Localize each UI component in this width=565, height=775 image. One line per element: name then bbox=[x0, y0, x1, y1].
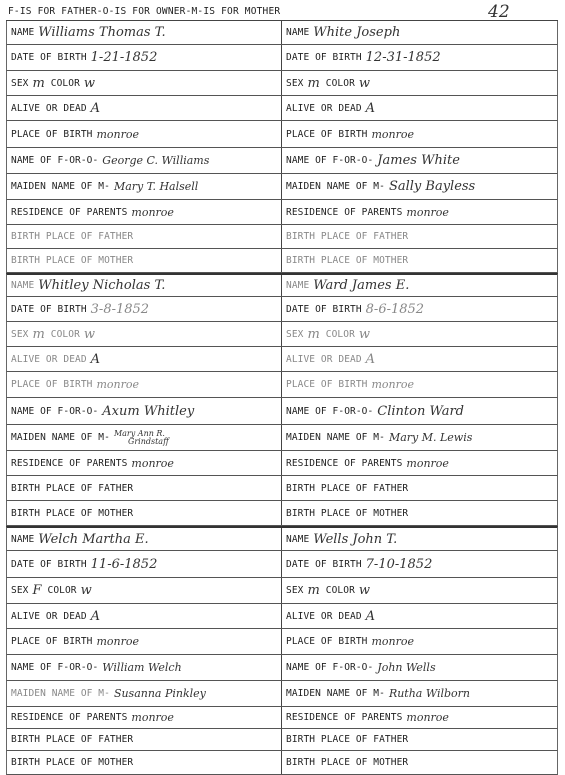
label-maiden: MAIDEN NAME OF M- bbox=[11, 432, 110, 443]
row-name bbox=[6, 21, 558, 45]
label-maiden: MAIDEN NAME OF M- bbox=[286, 432, 385, 443]
record-color: w bbox=[80, 583, 92, 598]
label-sex: SEX bbox=[11, 585, 29, 596]
record-sex: m bbox=[32, 75, 45, 91]
label-alive: ALIVE OR DEAD bbox=[11, 102, 87, 114]
record-name: Williams Thomas T. bbox=[38, 25, 166, 40]
form-header: F-IS FOR FATHER-O-IS FOR OWNER-M-IS FOR MOTHER bbox=[8, 6, 281, 17]
label-color: COLOR bbox=[50, 77, 80, 89]
label-bpm: BIRTH PLACE OF MOTHER bbox=[11, 507, 134, 519]
label-maiden: MAIDEN NAME OF M- bbox=[11, 688, 110, 699]
record-dob: 12-31-1852 bbox=[365, 50, 441, 65]
record-alive: A bbox=[365, 100, 376, 116]
label-bpf: BIRTH PLACE OF FATHER bbox=[286, 231, 409, 242]
label-sex: SEX bbox=[286, 328, 304, 340]
row-residence bbox=[6, 200, 558, 225]
record-dob: 8-6-1852 bbox=[365, 301, 425, 317]
record-color: w bbox=[358, 583, 371, 598]
record-color: w bbox=[358, 75, 371, 91]
record-maiden: Mary T. Halsell bbox=[113, 180, 199, 193]
label-father: NAME OF F-OR-O- bbox=[286, 405, 374, 417]
record-sex: m bbox=[307, 326, 320, 342]
label-alive: ALIVE OR DEAD bbox=[11, 610, 87, 622]
label-father: NAME OF F-OR-O- bbox=[286, 662, 374, 673]
record-color: w bbox=[83, 326, 96, 342]
row-maiden bbox=[6, 174, 558, 200]
row-sex-color bbox=[6, 71, 558, 96]
record-dob: 1-21-1852 bbox=[90, 50, 158, 65]
record-name: Ward James E. bbox=[313, 278, 410, 293]
label-alive: ALIVE OR DEAD bbox=[11, 353, 87, 365]
label-residence: RESIDENCE OF PARENTS bbox=[11, 457, 128, 469]
label-color: COLOR bbox=[50, 328, 80, 340]
birth-register-form bbox=[6, 20, 558, 775]
record-color: w bbox=[83, 75, 96, 91]
label-name: NAME bbox=[286, 280, 310, 291]
label-name: NAME bbox=[11, 280, 35, 291]
label-pob: PLACE OF BIRTH bbox=[286, 636, 368, 647]
label-dob: DATE OF BIRTH bbox=[286, 303, 362, 315]
record-father: William Welch bbox=[102, 661, 182, 674]
label-bpm: BIRTH PLACE OF MOTHER bbox=[11, 757, 134, 768]
record-sex: F bbox=[32, 583, 42, 598]
row-alive bbox=[6, 96, 558, 121]
row-sex-color bbox=[6, 578, 558, 604]
row-dob bbox=[6, 297, 558, 322]
label-color: COLOR bbox=[47, 585, 77, 596]
row-residence bbox=[6, 707, 558, 729]
record-alive: A bbox=[90, 608, 101, 624]
row-father bbox=[6, 148, 558, 174]
label-bpf: BIRTH PLACE OF FATHER bbox=[286, 482, 409, 494]
record-name: White Joseph bbox=[313, 25, 401, 40]
row-pob bbox=[6, 121, 558, 148]
record-pob: monroe bbox=[96, 635, 140, 648]
page-number: 42 bbox=[488, 2, 510, 22]
label-maiden: MAIDEN NAME OF M- bbox=[286, 688, 385, 699]
record-pob: monroe bbox=[96, 127, 140, 141]
record-maiden: Rutha Wilborn bbox=[388, 687, 471, 700]
record-residence: monroe bbox=[406, 711, 449, 724]
label-bpm: BIRTH PLACE OF MOTHER bbox=[286, 255, 409, 266]
record-name: Welch Martha E. bbox=[38, 531, 149, 547]
record-name: Whitley Nicholas T. bbox=[38, 278, 166, 293]
label-residence: RESIDENCE OF PARENTS bbox=[286, 712, 403, 723]
row-bpf bbox=[6, 225, 558, 249]
label-maiden: MAIDEN NAME OF M- bbox=[286, 181, 385, 192]
label-bpf: BIRTH PLACE OF FATHER bbox=[11, 231, 134, 242]
record-dob: 7-10-1852 bbox=[365, 556, 433, 572]
label-color: COLOR bbox=[325, 328, 355, 340]
row-bpm bbox=[6, 751, 558, 775]
row-father bbox=[6, 655, 558, 681]
row-alive bbox=[6, 347, 558, 372]
label-dob: DATE OF BIRTH bbox=[11, 303, 87, 315]
row-bpm bbox=[6, 249, 558, 273]
row-father bbox=[6, 398, 558, 425]
label-pob: PLACE OF BIRTH bbox=[286, 128, 368, 140]
label-bpm: BIRTH PLACE OF MOTHER bbox=[286, 757, 409, 768]
label-pob: PLACE OF BIRTH bbox=[286, 379, 368, 390]
label-father: NAME OF F-OR-O- bbox=[11, 662, 99, 673]
record-residence: monroe bbox=[406, 456, 449, 470]
record-father: George C. Williams bbox=[102, 154, 210, 167]
row-sex-color bbox=[6, 322, 558, 347]
record-pob: monroe bbox=[371, 635, 415, 648]
row-maiden bbox=[6, 425, 558, 451]
record-father: James White bbox=[377, 153, 460, 168]
record-maiden: Sally Bayless bbox=[388, 179, 476, 194]
label-name: NAME bbox=[11, 27, 35, 38]
label-bpm: BIRTH PLACE OF MOTHER bbox=[11, 255, 134, 266]
record-father: Axum Whitley bbox=[102, 403, 195, 419]
label-father: NAME OF F-OR-O- bbox=[11, 405, 99, 417]
label-color: COLOR bbox=[325, 585, 355, 596]
row-residence bbox=[6, 451, 558, 476]
row-name bbox=[6, 273, 558, 297]
label-dob: DATE OF BIRTH bbox=[286, 52, 362, 63]
row-bpf bbox=[6, 476, 558, 501]
record-residence: monroe bbox=[131, 711, 174, 724]
record-alive: A bbox=[90, 351, 101, 367]
label-pob: PLACE OF BIRTH bbox=[11, 379, 93, 390]
record-alive: A bbox=[90, 100, 101, 116]
row-bpf bbox=[6, 729, 558, 751]
label-residence: RESIDENCE OF PARENTS bbox=[286, 206, 403, 218]
record-father: John Wells bbox=[377, 661, 436, 674]
record-color: w bbox=[358, 326, 371, 342]
record-maiden: Mary M. Lewis bbox=[388, 431, 473, 444]
row-dob bbox=[6, 45, 558, 71]
record-dob: 11-6-1852 bbox=[90, 556, 158, 572]
row-pob bbox=[6, 372, 558, 398]
label-sex: SEX bbox=[286, 77, 304, 89]
label-father: NAME OF F-OR-O- bbox=[286, 155, 374, 166]
label-sex: SEX bbox=[286, 585, 304, 596]
label-color: COLOR bbox=[325, 77, 355, 89]
record-sex: m bbox=[32, 326, 45, 342]
label-pob: PLACE OF BIRTH bbox=[11, 636, 93, 647]
record-residence: monroe bbox=[131, 205, 174, 219]
label-pob: PLACE OF BIRTH bbox=[11, 128, 93, 140]
row-name bbox=[6, 526, 558, 551]
label-bpf: BIRTH PLACE OF FATHER bbox=[11, 734, 134, 745]
row-alive bbox=[6, 604, 558, 629]
label-residence: RESIDENCE OF PARENTS bbox=[11, 712, 128, 723]
record-residence: monroe bbox=[406, 205, 449, 219]
label-alive: ALIVE OR DEAD bbox=[286, 102, 362, 114]
label-father: NAME OF F-OR-O- bbox=[11, 155, 99, 166]
label-bpf: BIRTH PLACE OF FATHER bbox=[11, 482, 134, 494]
label-name: NAME bbox=[286, 533, 310, 545]
record-dob: 3-8-1852 bbox=[90, 301, 150, 317]
row-dob bbox=[6, 551, 558, 578]
label-sex: SEX bbox=[11, 328, 29, 340]
label-maiden: MAIDEN NAME OF M- bbox=[11, 181, 110, 192]
label-bpf: BIRTH PLACE OF FATHER bbox=[286, 734, 409, 745]
record-maiden-line1: Mary Ann R. bbox=[113, 428, 165, 438]
record-alive: A bbox=[365, 608, 376, 624]
label-name: NAME bbox=[11, 533, 35, 545]
record-sex: m bbox=[307, 75, 320, 91]
record-residence: monroe bbox=[131, 456, 174, 470]
record-maiden-line2: Grindstaff bbox=[127, 436, 169, 446]
record-name: Wells John T. bbox=[313, 531, 398, 547]
record-pob: monroe bbox=[96, 378, 140, 391]
label-name: NAME bbox=[286, 27, 310, 38]
record-maiden: Susanna Pinkley bbox=[113, 687, 206, 700]
record-sex: m bbox=[307, 583, 320, 598]
row-maiden bbox=[6, 681, 558, 707]
label-bpm: BIRTH PLACE OF MOTHER bbox=[286, 507, 409, 519]
label-dob: DATE OF BIRTH bbox=[11, 52, 87, 63]
row-pob bbox=[6, 629, 558, 655]
label-residence: RESIDENCE OF PARENTS bbox=[11, 206, 128, 218]
label-dob: DATE OF BIRTH bbox=[286, 558, 362, 570]
label-sex: SEX bbox=[11, 77, 29, 89]
label-alive: ALIVE OR DEAD bbox=[286, 353, 362, 365]
row-bpm bbox=[6, 501, 558, 526]
record-father: Clinton Ward bbox=[377, 403, 465, 419]
label-residence: RESIDENCE OF PARENTS bbox=[286, 457, 403, 469]
label-alive: ALIVE OR DEAD bbox=[286, 610, 362, 622]
label-dob: DATE OF BIRTH bbox=[11, 558, 87, 570]
record-pob: monroe bbox=[371, 378, 415, 391]
record-alive: A bbox=[365, 351, 376, 367]
record-pob: monroe bbox=[371, 127, 415, 141]
